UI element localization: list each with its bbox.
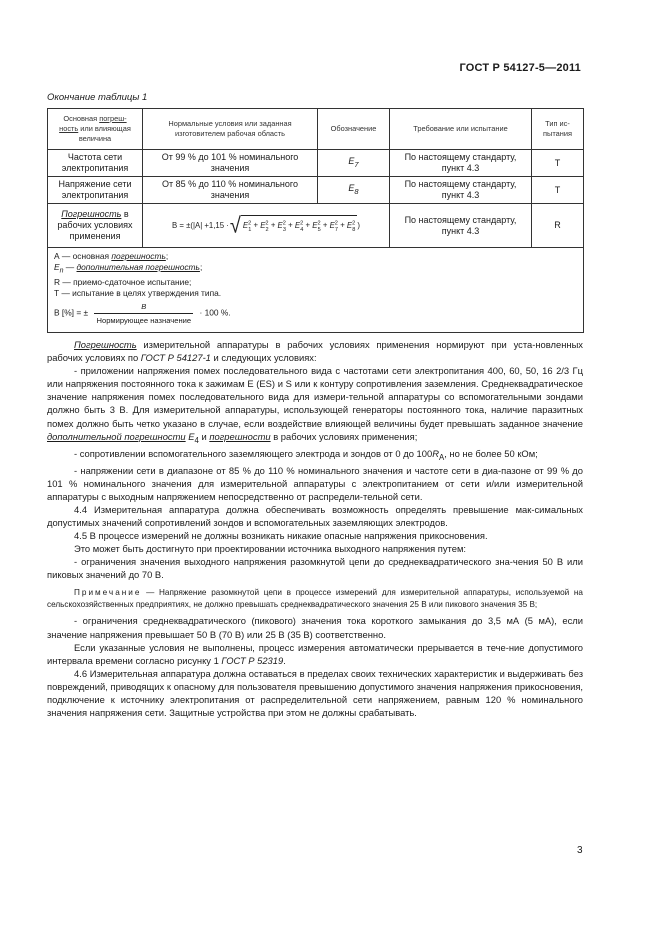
note: Примечание — Напряжение разомкнутой цепи в процессе измерений для измерительной аппаратуры, используемой на сельскохозяйственных предприятиях, не должно превышать среднеквадратического значения 25 В или пикового значения 35 В;	[47, 588, 583, 609]
cell-requirement: По настоящему стандарту, пункт 4.3	[390, 177, 532, 204]
paragraph-4-5: 4.5 В процессе измерений не должны возникать никакие опасные напряжения прикосновения.	[74, 530, 488, 542]
table-row	[48, 177, 584, 204]
table-row	[48, 204, 584, 248]
page-number: 3	[577, 845, 583, 856]
table-legend: А — основная погрешность; $E_n$ — дополнительная погрешность; R — приемо-сдаточное испытание; Т — испытание в целях утверждения типа. B [%] = ± $\frac{B}{\text{Нормирующее назначение}}$ · 100 %.	[48, 248, 584, 333]
cell-test-type: R	[532, 204, 584, 248]
formula-term: $E^2_8$	[346, 220, 356, 233]
paragraph: Погрешность измерительной аппаратуры в рабочих условиях применения нормируют при уста-новленных рабочих условиях по ГОСТ Р 54127-1 и следующих условиях:	[47, 339, 583, 364]
table-legend-row	[48, 248, 584, 333]
paragraph: Если указанные условия не выполнены, процесс измерения автоматически прерывается в тече-ние допустимого интервала времени согласно рисунку 1 ГОСТ Р 52319.	[47, 641, 583, 666]
body-text	[47, 338, 583, 719]
table-header-row	[48, 109, 584, 150]
header-col-symbol: Обозначение	[318, 109, 390, 150]
formula-term: $E^2_3$	[277, 220, 286, 233]
header-col-test-type: Тип ис-пытания	[532, 109, 584, 150]
formula-term: $E^2_5$	[312, 220, 321, 233]
formula-term: $E^2_4$	[294, 220, 304, 233]
formula-term: $E^2_7$	[329, 220, 339, 233]
sqrt-icon: √	[229, 213, 241, 238]
error-formula: B = ±(|A| +1,15 · √ $E^2_1 + E^2_2 + E^2_3 + E^2_4 + E^2_5 + E^2_7 + E^2_8$ )	[172, 213, 360, 238]
paragraph-4-6: 4.6 Измерительная аппаратура должна оставаться в пределах своих технических характеристик и выдерживать без повреждений, приводящих к опасному для пользователя превышению допустимого значения напряжения прикосновения, подключение к источнику электропитания от распределительной сети напряжением, равным 120 % номинального значения напряжения сети. Защитные устройства при этом не должны срабатывать.	[47, 667, 583, 719]
cell-conditions: От 85 % до 110 % номинального значения	[143, 177, 318, 204]
cell-formula	[143, 204, 390, 248]
paragraph: - ограничения среднеквадратического (пикового) значения тока короткого замыкания до 3,5 мА (5 мА), если значение напряжения превышает 50 В (70 В) или 25 В (35 В) соответственно.	[47, 615, 583, 640]
formula-operator: +	[338, 221, 347, 231]
paragraph: - сопротивлении вспомогательного заземляющего электрода и зондов от 0 до $100R_A$, но не более 50 кОм;	[74, 447, 538, 462]
paragraph-4-4: 4.4 Измерительная аппаратура должна обеспечивать возможность определять превышение мак-симальных допустимых значений сопротивлений зондов и вспомогательных заземляющих электродов.	[47, 503, 583, 528]
table-caption: Окончание таблицы 1	[47, 92, 148, 103]
header-col-quantity: Основная погреш- ность или влияющая величина	[48, 109, 143, 150]
legend-fraction: $\frac{B}{\text{Нормирующее назначение}}$	[96, 301, 192, 325]
paragraph: - приложении напряжения помех последовательного вида с частотами сети электропитания 400, 60, 50, 16 2/3 Гц или напряжения постоянного тока к зажимам Е (ES) и S или к контуру сопротивления заземления. Среднеквадратическое значение напряжения помех последовательного вида для измери-тельной аппаратуры со вспомогательными зондами должно быть 3 В. Для измерительной аппаратуры, использующей генераторы постоянного тока, наличие паразитных помех должно быть четко указано в случае, если воздействие влияющей величины будет превышать заданное значение дополнительной погрешности $E_4$ и погрешности в рабочих условиях применения;	[47, 365, 583, 445]
formula-operator: +	[286, 221, 295, 231]
header-col-conditions: Нормальные условия или заданная изготовителем рабочая область	[143, 109, 318, 150]
cell-test-type: Т	[532, 150, 584, 177]
cell-conditions: От 99 % до 101 % номинального значения	[143, 150, 318, 177]
paragraph: Это может быть достигнуто при проектировании источника выходного напряжения путем:	[74, 543, 467, 555]
cell-quantity: Частота сети электропитания	[48, 150, 143, 177]
cell-requirement: По настоящему стандарту, пункт 4.3	[390, 150, 532, 177]
cell-quantity: Напряжение сети электропитания	[48, 177, 143, 204]
header-col-requirement: Требование или испытание	[390, 109, 532, 150]
formula-operator: +	[320, 221, 330, 231]
cell-quantity: Погрешность в рабочих условиях применения	[48, 204, 143, 248]
paragraph: - напряжении сети в диапазоне от 85 % до 110 % номинального значения и частоте сети в диа-пазоне от 99 % до 101 % номинального значения для измерительной аппаратуры с электропитанием от сети и/или измерительной аппаратуры с выходным напряжением непосредственно от распредели-тельной сети.	[47, 464, 583, 502]
formula-term: $E^2_1$	[242, 220, 252, 233]
table-row	[48, 150, 584, 177]
formula-operator: +	[303, 221, 313, 231]
formula-operator: +	[268, 221, 278, 231]
formula-operator: +	[251, 221, 261, 231]
cell-test-type: Т	[532, 177, 584, 204]
cell-requirement: По настоящему стандарту, пункт 4.3	[390, 204, 532, 248]
document-id: ГОСТ Р 54127-5—2011	[459, 62, 581, 74]
formula-term: $E^2_2$	[260, 220, 269, 233]
cell-symbol: $E_8$	[318, 177, 390, 204]
table-1-end	[47, 108, 584, 333]
formula-radicand	[241, 215, 358, 235]
cell-symbol: $E_7$	[318, 150, 390, 177]
paragraph: - ограничения значения выходного напряжения разомкнутой цепи до среднеквадратического зна-чения 50 В или пиковых значений до 70 В.	[47, 556, 583, 581]
